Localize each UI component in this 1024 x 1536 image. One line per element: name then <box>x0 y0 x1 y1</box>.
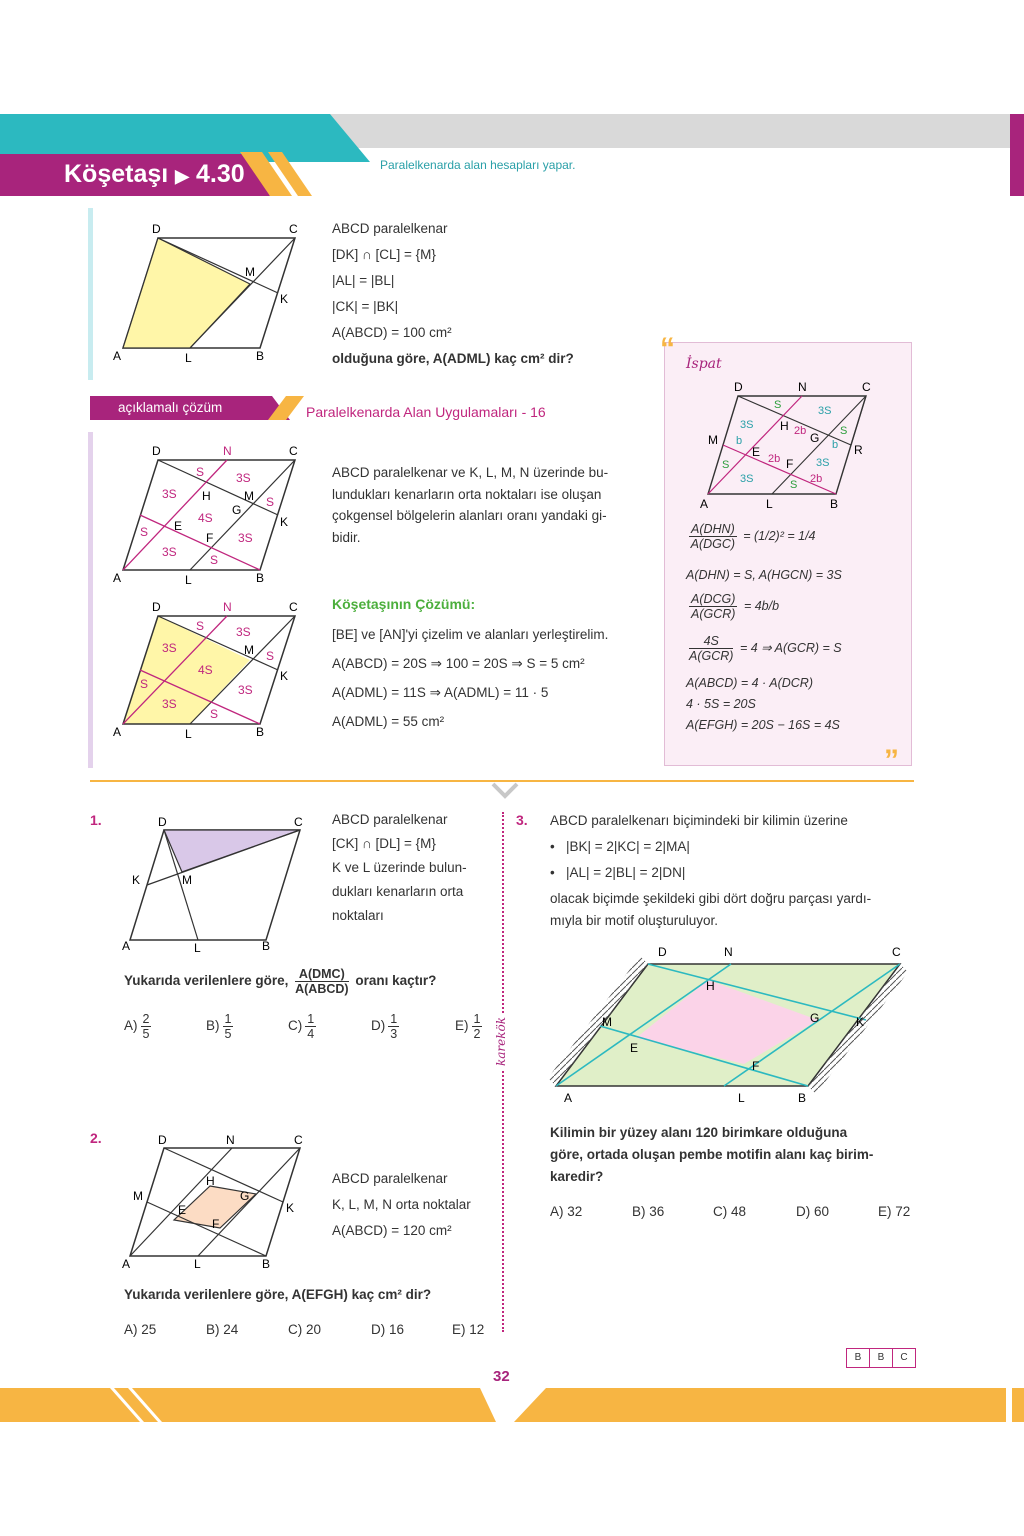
svg-text:3S: 3S <box>236 471 251 485</box>
problem-figure <box>110 220 310 370</box>
svg-text:C: C <box>862 380 871 394</box>
svg-text:S: S <box>140 677 149 691</box>
svg-text:A: A <box>122 939 131 953</box>
q1-choice-b[interactable]: B) $\frac{1}{5}$ <box>206 1012 232 1041</box>
svg-text:3S: 3S <box>740 419 754 431</box>
svg-text:E: E <box>178 1203 187 1217</box>
svg-text:2b: 2b <box>810 473 823 485</box>
svg-text:B: B <box>262 1257 271 1270</box>
solution-bar <box>88 432 93 768</box>
q2-figure <box>118 1130 318 1270</box>
svg-text:N: N <box>223 600 232 614</box>
answer-key <box>846 1348 916 1368</box>
svg-text:L: L <box>738 1091 745 1105</box>
svg-text:3S: 3S <box>162 545 177 559</box>
svg-text:H: H <box>202 489 211 503</box>
q3-choice-a[interactable]: A) 32 <box>550 1204 583 1219</box>
svg-text:C: C <box>294 815 303 829</box>
svg-text:C: C <box>289 600 298 614</box>
svg-text:N: N <box>798 380 807 394</box>
q2-number: 2. <box>90 1130 102 1146</box>
svg-text:A: A <box>564 1091 573 1105</box>
svg-text:3S: 3S <box>818 405 832 417</box>
solution-tag: açıklamalı çözüm <box>118 400 223 415</box>
page-number: 32 <box>493 1368 510 1385</box>
q1-question: Yukarıda verilenlere göre, $\frac{\text{A(DMC)}}{\text{A(ABCD)}}$ oranı kaçtır? <box>124 966 437 996</box>
svg-text:b: b <box>736 435 743 447</box>
svg-text:L: L <box>766 497 773 511</box>
proof-line-1: A(DHN) = S, A(HGCN) = 3S <box>686 568 842 582</box>
q1-choice-d[interactable]: D) $\frac{1}{3}$ <box>371 1012 398 1041</box>
svg-text:S: S <box>210 553 219 567</box>
svg-text:K: K <box>280 515 289 529</box>
svg-text:3S: 3S <box>740 473 754 485</box>
brand-title: Köşetaşı ▶ 4.30 <box>64 160 245 188</box>
chevron-down-icon <box>490 782 520 800</box>
proof-frac-2: $\frac{\text{A(DCG)}}{\text{A(GCR)}}$ = 4b/b <box>691 592 780 621</box>
svg-text:B: B <box>256 349 265 363</box>
kosetasi-title: Köşetaşının Çözümü: <box>332 596 476 612</box>
svg-text:F: F <box>752 1059 760 1073</box>
q3-choice-c[interactable]: C) 48 <box>713 1204 747 1219</box>
svg-text:M: M <box>245 265 255 279</box>
svg-text:L: L <box>185 351 192 365</box>
svg-text:3S: 3S <box>238 683 253 697</box>
svg-text:L: L <box>185 727 192 741</box>
proof-line-3: 4 · 5S = 20S <box>686 697 756 711</box>
svg-text:3S: 3S <box>236 625 251 639</box>
q1-choice-a[interactable]: A) $\frac{2}{5}$ <box>124 1012 150 1041</box>
q3-bullet-2: • |AL| = 2|BL| = 2|DN| <box>550 865 686 880</box>
svg-text:C: C <box>289 444 298 458</box>
q2-choice-e[interactable]: E) 12 <box>452 1322 485 1337</box>
proof-line-4: A(EFGH) = 20S − 16S = 4S <box>686 718 840 732</box>
solution-explain: ABCD paralelkenar ve K, L, M, N üzerinde bu- lundukları kenarların orta noktaları ise oluşan çokgensel bölgelerin alanları oranı yandaki gi- bidir. <box>332 465 609 545</box>
svg-text:C: C <box>294 1133 303 1147</box>
column-divider <box>502 812 504 1332</box>
svg-text:F: F <box>206 531 214 545</box>
solution-title: Paralelkenarda Alan Uygulamaları - 16 <box>306 404 546 420</box>
svg-text:4S: 4S <box>198 511 213 525</box>
q3-bullet-1: • |BK| = 2|KC| = 2|MA| <box>550 839 690 854</box>
brand-name: Köşetaşı <box>64 160 169 188</box>
svg-text:M: M <box>182 873 192 887</box>
svg-text:D: D <box>158 815 167 829</box>
svg-text:F: F <box>786 457 794 471</box>
svg-text:D: D <box>152 444 161 458</box>
svg-text:G: G <box>240 1189 250 1203</box>
svg-text:A: A <box>113 349 122 363</box>
problem-question: olduğuna göre, A(ADML) kaç cm² dir? <box>332 351 574 366</box>
q1-given: ABCD paralelkenar [CK] ∩ [DL] = {M} K ve L üzerinde bulun- dukları kenarların orta noktaları <box>332 812 467 923</box>
proof-frac-1: $\frac{\text{A(DHN)}}{\text{A(DGC)}}$ = (1/2)² = 1/4 <box>690 522 816 551</box>
svg-text:2b: 2b <box>768 453 781 465</box>
q1-number: 1. <box>90 812 102 828</box>
proof-line-2: A(ABCD) = 4 · A(DCR) <box>686 676 813 690</box>
side-text: karekök <box>494 1013 508 1070</box>
answer-2: B <box>870 1349 893 1367</box>
svg-text:K: K <box>856 1015 865 1029</box>
proof-figure <box>694 376 904 512</box>
svg-text:3S: 3S <box>238 531 253 545</box>
svg-text:B: B <box>798 1091 807 1105</box>
svg-text:D: D <box>658 945 667 959</box>
svg-text:K: K <box>280 669 289 683</box>
footer-band <box>0 1386 1024 1424</box>
svg-text:L: L <box>194 941 201 954</box>
q2-choice-b[interactable]: B) 24 <box>206 1322 239 1337</box>
svg-text:D: D <box>152 600 161 614</box>
svg-text:A: A <box>700 497 709 511</box>
solution-steps: [BE] ve [AN]'yi çizelim ve alanları yerleştirelim. A(ABCD) = 20S ⇒ 100 = 20S ⇒ S = 5 cm² A(ADML) = 11S ⇒ A(ADML) = 11 · 5 A(ADML) = 55 cm² <box>332 627 609 729</box>
svg-text:D: D <box>158 1133 167 1147</box>
solution-figure-1 <box>110 440 320 590</box>
svg-text:L: L <box>185 573 192 587</box>
q2-choice-a[interactable]: A) 25 <box>124 1322 157 1337</box>
svg-text:M: M <box>133 1189 143 1203</box>
answer-3: C <box>900 1352 908 1363</box>
svg-text:B: B <box>256 571 265 585</box>
svg-text:E: E <box>630 1041 639 1055</box>
svg-text:S: S <box>196 465 205 479</box>
answer-1: B <box>847 1349 870 1367</box>
svg-text:S: S <box>774 399 782 411</box>
svg-text:3S: 3S <box>162 697 177 711</box>
q3-number: 3. <box>516 812 528 828</box>
svg-text:S: S <box>840 425 848 437</box>
q3-choice-d[interactable]: D) 60 <box>796 1204 830 1219</box>
svg-text:E: E <box>752 445 761 459</box>
q1-figure <box>118 814 318 954</box>
q2-choice-c[interactable]: C) 20 <box>288 1322 322 1337</box>
svg-text:L: L <box>194 1257 201 1270</box>
svg-text:B: B <box>262 939 271 953</box>
q3-intro: ABCD paralelkenarı biçimindeki bir kilimin üzerine <box>550 813 848 828</box>
proof-title: İspat <box>686 356 722 372</box>
svg-text:F: F <box>212 1217 220 1231</box>
solution-figure-2 <box>110 596 320 746</box>
q3-cont: olacak biçimde şekildeki gibi dört doğru parçası yardı- mıyla bir motif oluşturuluyor. <box>550 891 872 928</box>
svg-text:D: D <box>152 222 161 236</box>
svg-text:M: M <box>244 489 254 503</box>
svg-text:M: M <box>244 643 254 657</box>
svg-text:S: S <box>140 525 149 539</box>
q3-choice-e[interactable]: E) 72 <box>878 1204 911 1219</box>
svg-text:3S: 3S <box>162 487 177 501</box>
problem-given: ABCD paralelkenar [DK] ∩ [CL] = {M} |AL| = |BL| |CK| = |BK| A(ABCD) = 100 cm² olduğuna göre, A(ADML) kaç cm² dir? <box>332 216 574 372</box>
svg-text:D: D <box>734 380 743 394</box>
svg-text:K: K <box>280 292 289 306</box>
svg-text:G: G <box>810 431 820 445</box>
svg-text:B: B <box>830 497 839 511</box>
svg-text:C: C <box>892 945 901 959</box>
q3-question: Kilimin bir yüzey alanı 120 birimkare olduğuna göre, ortada oluşan pembe motifin alanı kaç birim- karedir? <box>550 1125 874 1184</box>
svg-text:N: N <box>724 945 733 959</box>
svg-text:S: S <box>790 479 798 491</box>
brand-code: 4.30 <box>195 160 245 188</box>
svg-text:A: A <box>113 571 122 585</box>
q3-choice-b[interactable]: B) 36 <box>632 1204 665 1219</box>
svg-text:N: N <box>226 1133 235 1147</box>
quote-close-icon: ” <box>884 744 899 777</box>
q2-given: ABCD paralelkenar K, L, M, N orta noktalar A(ABCD) = 120 cm² <box>332 1171 471 1238</box>
svg-text:S: S <box>722 459 730 471</box>
q1-choice-e[interactable]: E) $\frac{1}{2}$ <box>455 1012 481 1041</box>
q2-choice-d[interactable]: D) 16 <box>371 1322 405 1337</box>
objective-text: Paralelkenarda alan hesapları yapar. <box>380 158 576 172</box>
svg-text:B: B <box>256 725 265 739</box>
svg-text:G: G <box>232 503 242 517</box>
svg-text:H: H <box>206 1174 215 1188</box>
svg-text:S: S <box>266 649 275 663</box>
svg-text:2b: 2b <box>794 425 807 437</box>
svg-text:S: S <box>210 707 219 721</box>
svg-text:K: K <box>286 1201 295 1215</box>
q1-choice-c[interactable]: C) $\frac{1}{4}$ <box>288 1012 315 1041</box>
q2-question: Yukarıda verilenlere göre, A(EFGH) kaç cm² dir? <box>124 1287 432 1302</box>
svg-text:4S: 4S <box>198 663 213 677</box>
svg-text:b: b <box>832 439 839 451</box>
svg-text:G: G <box>810 1011 820 1025</box>
problem-bar <box>88 208 93 380</box>
svg-text:C: C <box>289 222 298 236</box>
svg-text:M: M <box>708 433 718 447</box>
q3-figure <box>548 938 916 1108</box>
svg-text:R: R <box>854 443 863 457</box>
svg-text:K: K <box>132 873 141 887</box>
svg-text:H: H <box>780 419 789 433</box>
svg-text:N: N <box>223 444 232 458</box>
svg-text:S: S <box>266 495 275 509</box>
svg-text:A: A <box>122 1257 131 1270</box>
svg-text:S: S <box>196 619 205 633</box>
svg-text:M: M <box>602 1015 612 1029</box>
svg-text:3S: 3S <box>162 641 177 655</box>
quote-open-icon: “ <box>660 332 675 365</box>
svg-text:H: H <box>706 979 715 993</box>
proof-frac-3: $\frac{4S}{\text{A(GCR)}}$ = 4 ⇒ A(GCR) = S <box>689 634 842 663</box>
svg-text:3S: 3S <box>816 457 830 469</box>
svg-text:E: E <box>174 519 183 533</box>
svg-text:A: A <box>113 725 122 739</box>
